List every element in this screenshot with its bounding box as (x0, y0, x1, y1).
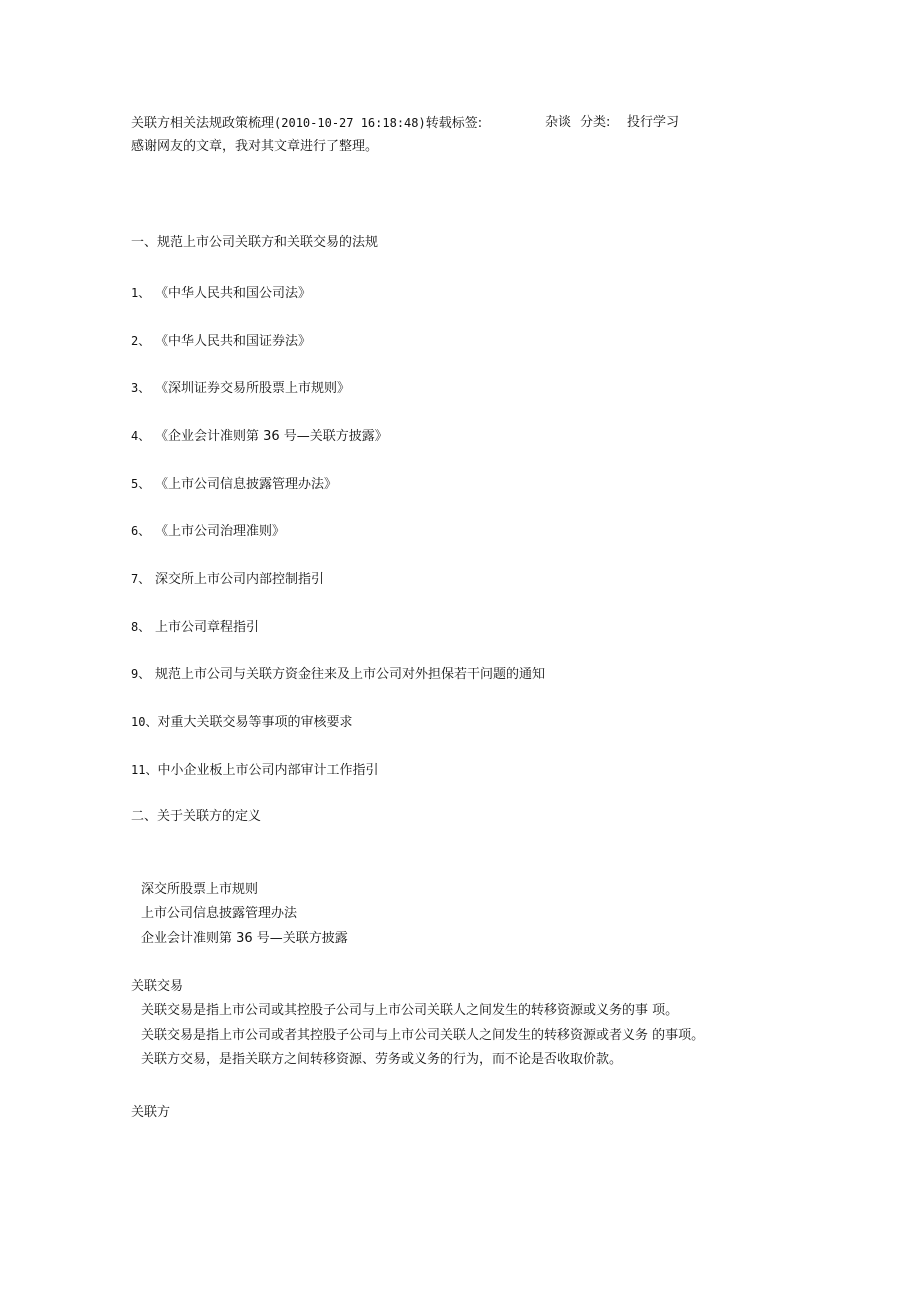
category-label: 分类: (580, 115, 611, 130)
law-item (131, 284, 311, 303)
law-item-number: 3、 (131, 381, 151, 395)
section2-heading: 二、关于关联方的定义 (131, 809, 262, 824)
article-title: 关联方相关法规政策梳理 (131, 116, 275, 131)
law-item-number: 10、 (131, 715, 158, 729)
law-item (131, 665, 545, 684)
law-item (131, 332, 311, 351)
law-item-number: 2、 (131, 334, 151, 348)
law-item-text: 深交所上市公司内部控制指引 (155, 572, 325, 587)
source-rule: 企业会计准则第 36 号—关联方披露 (141, 931, 348, 946)
law-item (131, 475, 337, 494)
law-item-text: 规范上市公司与关联方资金往来及上市公司对外担保若干问题的通知 (155, 667, 546, 682)
law-item-text: 《中华人民共和国证券法》 (155, 334, 312, 349)
source-rule: 上市公司信息披露管理办法 (141, 906, 298, 921)
law-item (131, 618, 259, 637)
law-item-number: 11、 (131, 763, 158, 777)
category-value: 投行学习 (627, 115, 680, 130)
law-item (131, 522, 285, 541)
article-datetime: (2010-10-27 16:18:48) (274, 116, 426, 130)
law-item-number: 7、 (131, 572, 151, 586)
law-item-text: 对重大关联交易等事项的审核要求 (157, 715, 353, 730)
related-transaction-heading: 关联交易 (131, 979, 184, 994)
law-item (131, 761, 378, 780)
law-item-text: 《上市公司治理准则》 (155, 524, 286, 539)
transaction-definition: 关联方交易，是指关联方之间转移资源、劳务或义务的行为，而不论是否收取价款。 (141, 1052, 623, 1067)
law-item (131, 713, 352, 732)
law-item-text: 《上市公司信息披露管理办法》 (155, 477, 338, 492)
law-item (131, 427, 388, 446)
law-item-number: 5、 (131, 477, 151, 491)
law-item (131, 570, 324, 589)
law-item-text: 中小企业板上市公司内部审计工作指引 (157, 763, 379, 778)
law-item-text: 《企业会计准则第 36 号—关联方披露》 (155, 429, 388, 444)
section1-heading: 一、规范上市公司关联方和关联交易的法规 (131, 235, 379, 250)
law-item-number: 4、 (131, 429, 151, 443)
source-rule: 深交所股票上市规则 (141, 882, 259, 897)
law-item-text: 《深圳证券交易所股票上市规则》 (155, 381, 351, 396)
law-item-text: 上市公司章程指引 (155, 620, 260, 635)
law-item-text: 《中华人民共和国公司法》 (155, 286, 312, 301)
repost-tag-label: 转载标签: (425, 116, 483, 131)
article-header-line (131, 114, 482, 133)
law-item-number: 8、 (131, 620, 151, 634)
law-item-number: 9、 (131, 667, 151, 681)
intro-text: 感谢网友的文章，我对其文章进行了整理。 (131, 139, 379, 154)
law-item-number: 1、 (131, 286, 151, 300)
law-item (131, 379, 350, 398)
transaction-definition: 关联交易是指上市公司或其控股子公司与上市公司关联人之间发生的转移资源或义务的事 项。 (141, 1003, 679, 1018)
law-item-number: 6、 (131, 524, 151, 538)
tag-value: 杂谈 (545, 115, 572, 130)
transaction-definition: 关联交易是指上市公司或者其控股子公司与上市公司关联人之间发生的转移资源或者义务 的事项。 (141, 1028, 705, 1043)
related-party-heading: 关联方 (131, 1105, 171, 1120)
